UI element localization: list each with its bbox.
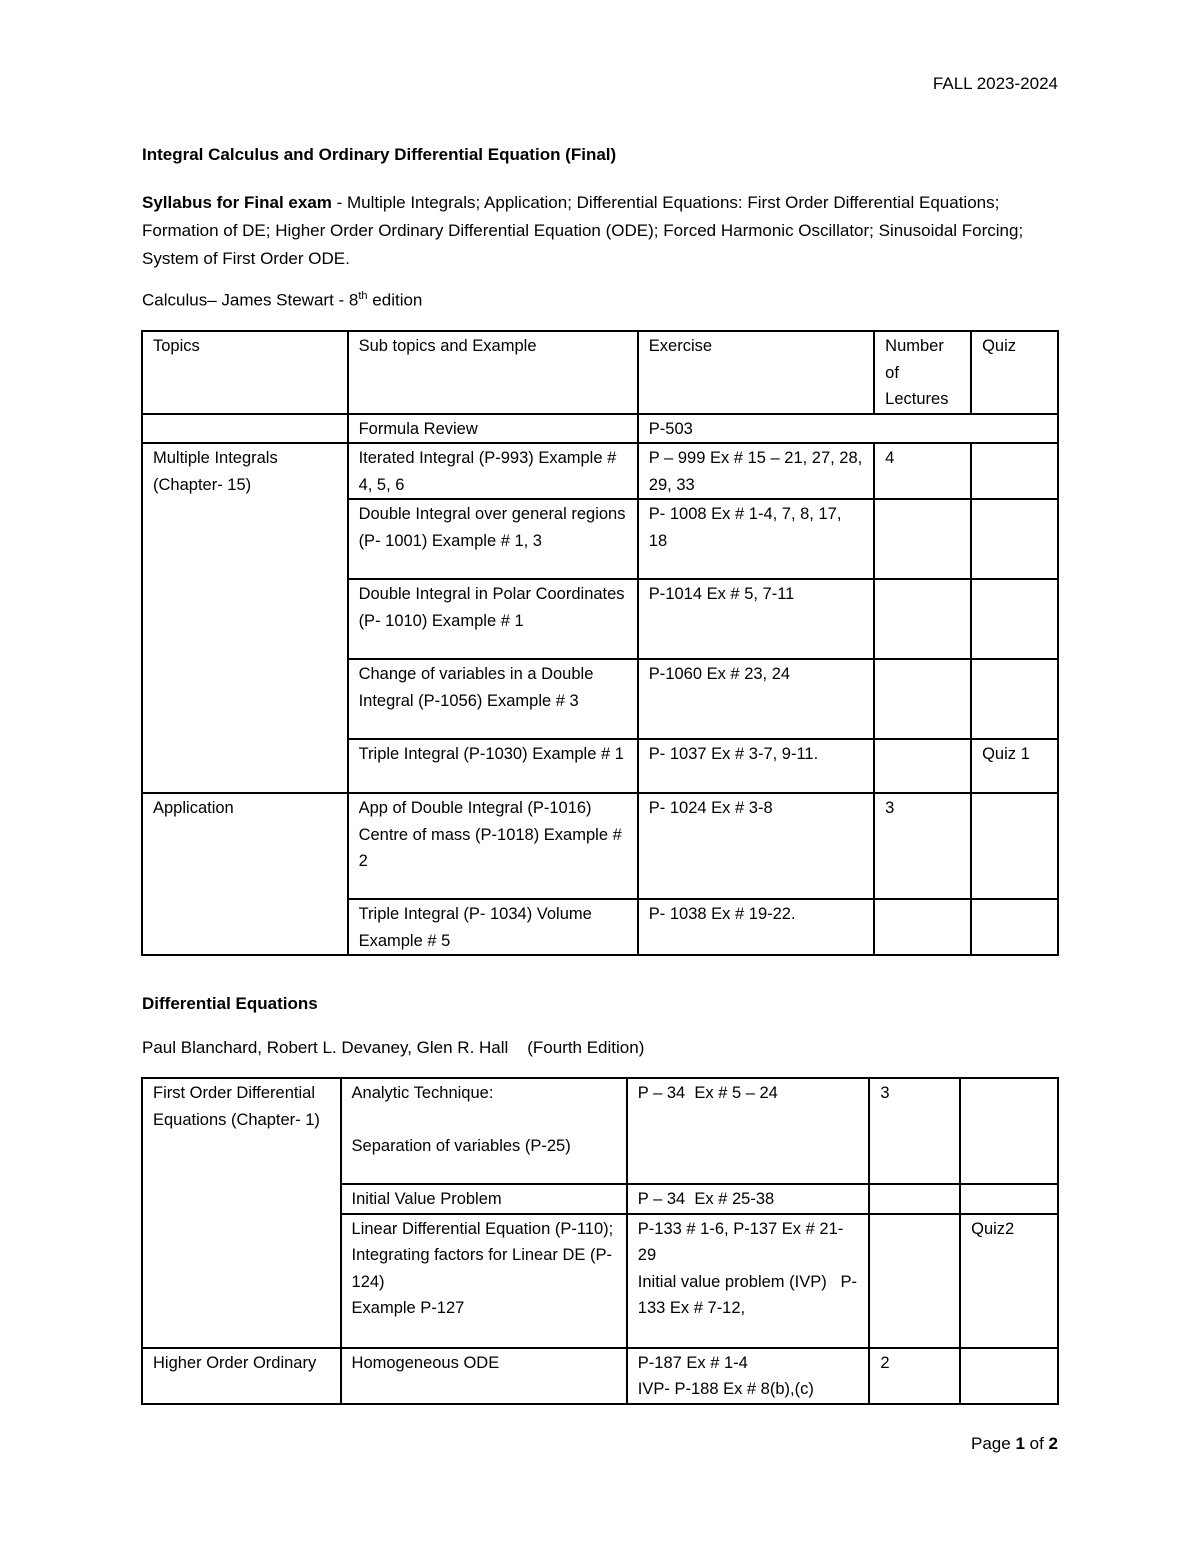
subtopic-line: Linear Differential Equation (P-110); Integrating factors for Linear DE (P-124) — [351, 1219, 614, 1291]
textbook-reference — [142, 290, 422, 311]
exercise-cell: P- 1038 Ex # 19-22. — [638, 899, 874, 955]
quiz-cell — [971, 499, 1058, 579]
header-topics: Topics — [142, 331, 348, 414]
calculus-table — [141, 330, 1059, 956]
page-mid: of — [1024, 1434, 1049, 1453]
header-quiz: Quiz — [971, 331, 1058, 414]
exercise-cell: P-1060 Ex # 23, 24 — [638, 659, 874, 739]
table-row — [142, 443, 1058, 499]
syllabus-text: - Multiple Integrals; Application; Differential Equations: First Order Differential Equations; Formation of DE; Higher Order Ordinary Differential Equation (ODE); Forced Harmonic Oscillator; Sinusoidal Forcing; System of First Order ODE. — [142, 193, 1024, 268]
table-row — [142, 1348, 1058, 1404]
quiz-cell: Quiz2 — [960, 1214, 1058, 1348]
subtopic-cell — [341, 1214, 627, 1348]
subtopic-cell: Triple Integral (P- 1034) Volume Example # 5 — [348, 899, 638, 955]
header-exercise: Exercise — [638, 331, 874, 414]
lectures-cell — [874, 579, 971, 659]
syllabus-label: Syllabus for Final exam — [142, 193, 332, 212]
subtopic-line: Analytic Technique: — [351, 1084, 494, 1102]
subtopic-line: Centre of mass (P-1018) Example # 2 — [358, 825, 622, 870]
quiz-cell — [971, 659, 1058, 739]
empty-cell — [142, 414, 348, 444]
exercise-cell: P- 1037 Ex # 3-7, 9-11. — [638, 739, 874, 793]
quiz-cell — [960, 1348, 1058, 1404]
header-subtopics: Sub topics and Example — [348, 331, 638, 414]
exercise-line: P-187 Ex # 1-4 — [637, 1353, 748, 1372]
topic-cell: Higher Order Ordinary — [142, 1348, 341, 1404]
exercise-cell: P – 34 Ex # 5 – 24 — [627, 1078, 870, 1184]
page-number — [971, 1434, 1058, 1454]
exercise-line: IVP- P-188 Ex # 8(b),(c) — [637, 1380, 814, 1398]
term-header: FALL 2023-2024 — [932, 74, 1058, 93]
page-prefix: Page — [971, 1434, 1016, 1453]
subtopic-cell: Double Integral in Polar Coordinates (P- 1010) Example # 1 — [348, 579, 638, 659]
topic-cell: First Order Differential Equations (Chapter- 1) — [142, 1078, 341, 1348]
exercise-cell: P – 999 Ex # 15 – 21, 27, 28, 29, 33 — [638, 443, 874, 499]
subtopic-cell — [341, 1078, 627, 1184]
textbook-sup: th — [358, 290, 368, 302]
textbook-prefix: Calculus– James Stewart - 8 — [142, 290, 359, 310]
lectures-cell: 2 — [869, 1348, 960, 1404]
lectures-cell — [874, 659, 971, 739]
subtopic-line: Separation of variables (P-25) — [351, 1136, 571, 1155]
table-header-row — [142, 331, 1058, 414]
table-row — [142, 414, 1058, 444]
subtopic-line: Example P-127 — [351, 1299, 465, 1317]
lectures-cell — [874, 739, 971, 793]
exercise-cell: P- 1008 Ex # 1-4, 7, 8, 17, 18 — [638, 499, 874, 579]
lectures-cell: 4 — [874, 443, 971, 499]
quiz-cell — [960, 1078, 1058, 1184]
lectures-cell — [874, 899, 971, 955]
quiz-cell — [971, 579, 1058, 659]
subtopic-cell: Triple Integral (P-1030) Example # 1 — [348, 739, 638, 793]
quiz-cell: Quiz 1 — [971, 739, 1058, 793]
exercise-cell — [627, 1214, 870, 1348]
exercise-cell: P-503 — [638, 414, 1058, 444]
subtopic-cell: Formula Review — [348, 414, 638, 444]
table-row — [142, 793, 1058, 899]
header-lectures: Number of Lectures — [874, 331, 971, 414]
quiz-cell — [971, 443, 1058, 499]
quiz-cell — [971, 793, 1058, 899]
lectures-cell — [869, 1214, 960, 1348]
quiz-cell — [960, 1184, 1058, 1214]
de-textbook-reference: Paul Blanchard, Robert L. Devaney, Glen R. Hall (Fourth Edition) — [142, 1038, 645, 1057]
course-title: Integral Calculus and Ordinary Differential Equation (Final) — [142, 145, 617, 164]
exercise-line: P-133 # 1-6, P-137 Ex # 21-29 — [637, 1219, 844, 1264]
subtopic-cell: Double Integral over general regions (P- 1001) Example # 1, 3 — [348, 499, 638, 579]
exercise-cell — [627, 1348, 870, 1404]
lectures-cell: 3 — [869, 1078, 960, 1184]
lectures-cell — [869, 1184, 960, 1214]
syllabus-paragraph — [142, 189, 1058, 273]
differential-equations-table — [141, 1077, 1059, 1405]
topic-cell: Application — [142, 793, 348, 955]
subtopic-cell: Iterated Integral (P-993) Example # 4, 5, 6 — [348, 443, 638, 499]
subtopic-line: App of Double Integral (P-1016) — [358, 799, 592, 817]
subtopic-cell: Homogeneous ODE — [341, 1348, 627, 1404]
table-row — [142, 1078, 1058, 1184]
exercise-cell: P – 34 Ex # 25-38 — [627, 1184, 870, 1214]
textbook-suffix: edition — [367, 290, 423, 310]
subtopic-cell: Change of variables in a Double Integral (P-1056) Example # 3 — [348, 659, 638, 739]
exercise-line: Initial value problem (IVP) P-133 Ex # 7-12, — [637, 1272, 857, 1317]
subtopic-cell: Initial Value Problem — [341, 1184, 627, 1214]
de-section-heading: Differential Equations — [142, 994, 318, 1013]
exercise-cell: P-1014 Ex # 5, 7-11 — [638, 579, 874, 659]
subtopic-cell — [348, 793, 638, 899]
lectures-cell: 3 — [874, 793, 971, 899]
lectures-cell — [874, 499, 971, 579]
exercise-cell: P- 1024 Ex # 3-8 — [638, 793, 874, 899]
quiz-cell — [971, 899, 1058, 955]
topic-cell: Multiple Integrals (Chapter- 15) — [142, 443, 348, 793]
page-total: 2 — [1048, 1434, 1058, 1453]
page-current: 1 — [1015, 1434, 1025, 1453]
